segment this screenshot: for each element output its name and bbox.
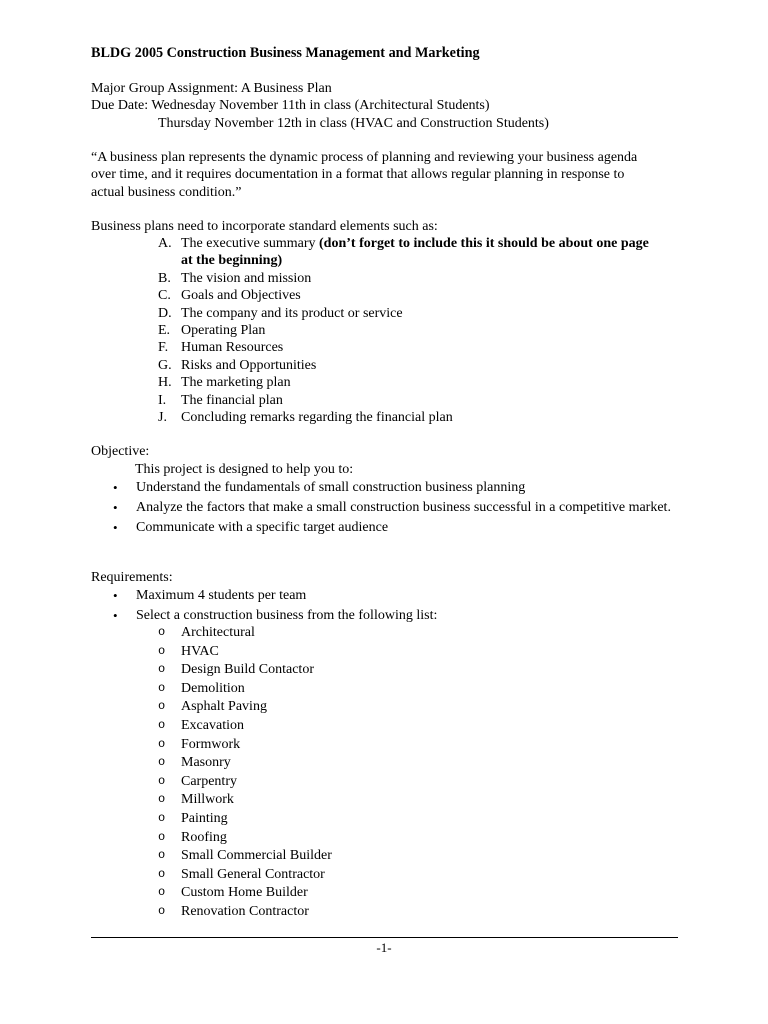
- list-item: [158, 409, 658, 426]
- list-item-text: Renovation Contractor: [181, 903, 309, 919]
- bullet-icon: •: [113, 520, 118, 535]
- sub-bullet-icon: o: [158, 736, 166, 751]
- sub-bullet-icon: o: [158, 829, 166, 844]
- sub-bullet-icon: o: [158, 643, 166, 658]
- footer-rule: [91, 937, 678, 938]
- elements-list: [158, 235, 658, 426]
- list-item: [113, 519, 673, 536]
- list-item-text: Carpentry: [181, 773, 237, 789]
- sub-bullet-icon: o: [158, 680, 166, 695]
- list-item: [158, 736, 332, 755]
- bullet-icon: •: [113, 480, 118, 495]
- sub-bullet-icon: o: [158, 848, 166, 863]
- business-type-list: [158, 624, 332, 922]
- sub-bullet-icon: o: [158, 810, 166, 825]
- list-item-text: Small General Contractor: [181, 866, 325, 882]
- list-item-text: Understand the fundamentals of small construction business planning: [136, 480, 526, 495]
- list-item-text: HVAC: [181, 643, 219, 659]
- elements-intro: Business plans need to incorporate standard elements such as:: [91, 219, 438, 234]
- requirements-heading: Requirements:: [91, 570, 173, 585]
- list-item: [158, 305, 658, 322]
- list-letter: F.: [158, 340, 169, 356]
- list-item-text: Architectural: [181, 625, 255, 640]
- list-letter: A.: [158, 236, 172, 251]
- list-item-text: Human Resources: [181, 340, 284, 356]
- list-item-text: Communicate with a specific target audience: [136, 520, 389, 535]
- list-item: [158, 624, 332, 643]
- objective-lead: This project is designed to help you to:: [135, 462, 354, 477]
- due-date-line-1: Due Date: Wednesday November 11th in class (Architectural Students): [91, 98, 490, 113]
- list-letter: I.: [158, 392, 167, 408]
- list-item-text: Select a construction business from the following list:: [136, 608, 438, 623]
- list-item-text: Demolition: [181, 680, 245, 696]
- list-item: [158, 357, 658, 374]
- list-item-text: The company and its product or service: [181, 305, 403, 321]
- list-item-text: The vision and mission: [181, 270, 312, 286]
- list-item: [113, 499, 673, 516]
- sub-bullet-icon: o: [158, 903, 166, 918]
- list-item: [158, 829, 332, 848]
- list-item: [113, 479, 673, 496]
- list-letter: J.: [158, 410, 167, 426]
- list-item: [158, 791, 332, 810]
- list-letter: C.: [158, 288, 171, 304]
- sub-bullet-icon: o: [158, 866, 166, 881]
- sub-bullet-icon: o: [158, 717, 166, 732]
- objective-heading: Objective:: [91, 444, 150, 459]
- business-plan-quote: “A business plan represents the dynamic process of planning and reviewing your business agenda over time, and it requires documentation in a format that allows regular planning in response to actual business condition.”: [91, 150, 638, 200]
- sub-bullet-icon: o: [158, 662, 166, 677]
- list-item: [158, 322, 658, 339]
- list-item-text: Painting: [181, 810, 228, 826]
- list-item-text: Operating Plan: [181, 323, 266, 339]
- sub-bullet-icon: o: [158, 699, 166, 714]
- list-item: [158, 374, 658, 391]
- list-item-text: Masonry: [181, 755, 231, 771]
- list-item-emphasis: (don’t forget to include this it should be about one page at the beginning): [181, 236, 649, 269]
- bullet-icon: •: [113, 608, 118, 623]
- list-item-text: Excavation: [181, 717, 244, 733]
- list-item: [158, 270, 658, 287]
- bullet-icon: •: [113, 500, 118, 515]
- document-title: BLDG 2005 Construction Business Management and Marketing: [91, 45, 480, 61]
- list-item: [158, 339, 658, 356]
- list-item-text: The marketing plan: [181, 375, 291, 391]
- list-item-text: Maximum 4 students per team: [136, 588, 307, 603]
- list-item: [158, 235, 658, 270]
- list-item-text: Concluding remarks regarding the financial plan: [181, 410, 453, 426]
- list-item: [158, 903, 332, 922]
- list-item: [113, 607, 673, 624]
- bullet-icon: •: [113, 588, 118, 603]
- list-item-text: Millwork: [181, 792, 234, 808]
- list-item-text: Risks and Opportunities: [181, 357, 317, 373]
- objective-list: [113, 479, 673, 539]
- assignment-line: Major Group Assignment: A Business Plan: [91, 81, 332, 96]
- list-item-text: Analyze the factors that make a small construction business successful in a competitive market.: [136, 500, 671, 515]
- list-letter: G.: [158, 357, 172, 373]
- list-item: [158, 680, 332, 699]
- list-letter: D.: [158, 305, 172, 321]
- list-letter: E.: [158, 323, 171, 339]
- list-item-text: Goals and Objectives: [181, 288, 301, 304]
- sub-bullet-icon: o: [158, 625, 166, 639]
- list-item-text: Formwork: [181, 736, 241, 752]
- list-item: [158, 392, 658, 409]
- list-item: [158, 698, 332, 717]
- list-item-text: Design Build Contactor: [181, 662, 314, 678]
- list-item: [158, 847, 332, 866]
- requirements-list: [113, 587, 673, 627]
- sub-bullet-icon: o: [158, 885, 166, 900]
- list-item: [158, 773, 332, 792]
- due-date-line-2: Thursday November 12th in class (HVAC and Construction Students): [158, 116, 549, 131]
- list-item: [158, 661, 332, 680]
- list-item-text: Roofing: [181, 829, 227, 845]
- list-item: [113, 587, 673, 604]
- list-item-text: The financial plan: [181, 392, 283, 408]
- list-item-text: Asphalt Paving: [181, 699, 267, 715]
- list-item: [158, 810, 332, 829]
- sub-bullet-icon: o: [158, 792, 166, 807]
- list-letter: H.: [158, 375, 172, 391]
- list-item-text: The executive summary: [181, 236, 320, 251]
- list-item: [158, 884, 332, 903]
- page-number: -1-: [376, 940, 392, 955]
- list-item: [158, 717, 332, 736]
- list-letter: B.: [158, 270, 171, 286]
- list-item-text: Small Commercial Builder: [181, 848, 332, 864]
- list-item: [158, 643, 332, 662]
- list-item: [158, 287, 658, 304]
- list-item: [158, 754, 332, 773]
- list-item: [158, 866, 332, 885]
- sub-bullet-icon: o: [158, 755, 166, 770]
- sub-bullet-icon: o: [158, 773, 166, 788]
- list-item-text: Custom Home Builder: [181, 885, 308, 901]
